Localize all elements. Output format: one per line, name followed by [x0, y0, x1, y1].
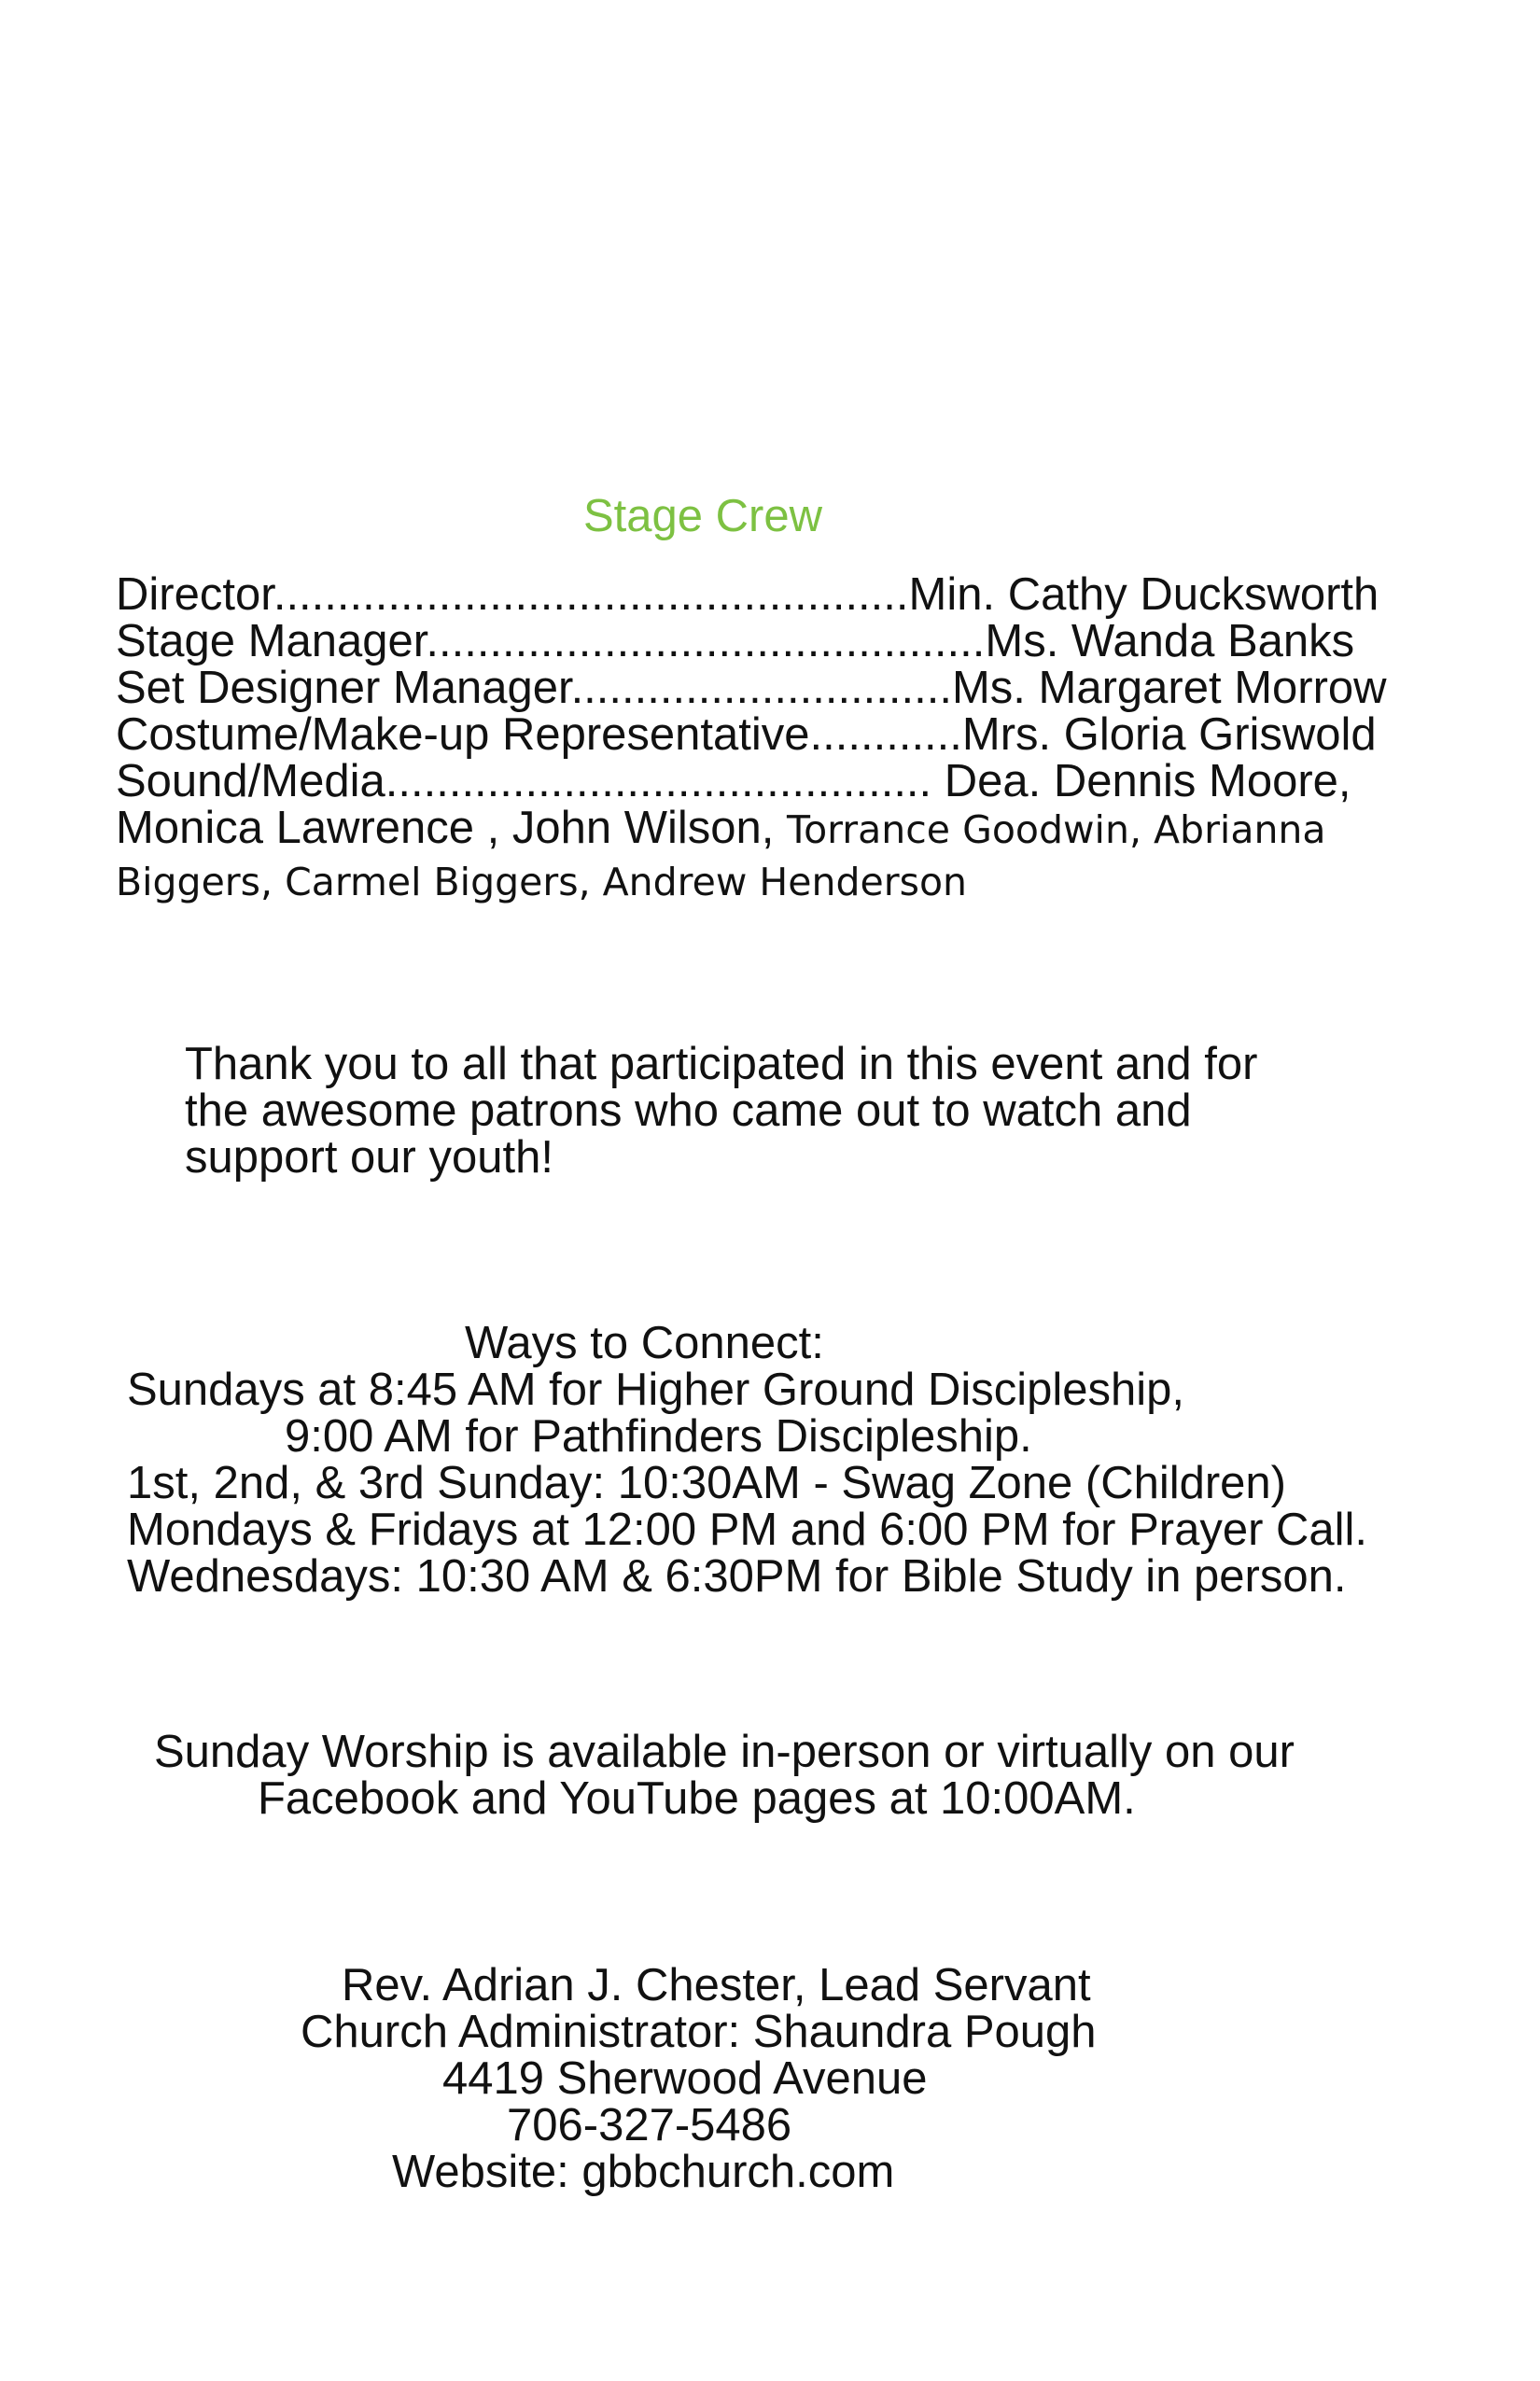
crew-row-stage-manager [116, 618, 1441, 665]
crew-name: Ms. Margaret Morrow [951, 663, 1387, 713]
crew-role: Set Designer Manager [116, 663, 571, 713]
leader-dots: ........................................... [385, 756, 932, 806]
crew-name: Ms. Wanda Banks [985, 616, 1355, 666]
leader-dots: .................................................. [273, 569, 909, 620]
address-line: 4419 Sherwood Avenue [442, 2053, 928, 2104]
crew-row-set-designer [116, 665, 1441, 711]
church-contact [0, 1962, 1540, 2195]
thanks-line: support our youth! [185, 1132, 553, 1183]
crew-name: Mrs. Gloria Griswold [961, 709, 1377, 760]
crew-row-costume [116, 711, 1441, 758]
website-line: Website: gbbchurch.com [392, 2147, 895, 2197]
names-part-b: Torrance Goodwin, Abrianna [787, 807, 1326, 852]
stage-crew-heading: Stage Crew [583, 491, 823, 541]
sound-media-names-line2: Biggers, Carmel Biggers, Andrew Henderson [116, 860, 968, 904]
worship-line: Sunday Worship is available in-person or virtually on our [154, 1727, 1295, 1777]
crew-name: Min. Cathy Ducksworth [908, 569, 1379, 620]
leader-dots: .............................. [570, 663, 952, 713]
sound-media-names-line1 [116, 805, 1441, 853]
crew-row-sound-media [116, 758, 1441, 805]
connect-heading: Ways to Connect: [465, 1318, 824, 1368]
connect-line: Mondays & Fridays at 12:00 PM and 6:00 PM for Prayer Call. [127, 1505, 1368, 1555]
pastor-line: Rev. Adrian J. Chester, Lead Servant [342, 1960, 1091, 2010]
phone-line: 706-327-5486 [507, 2100, 792, 2150]
sunday-worship-note [0, 1729, 1540, 1822]
administrator-line: Church Administrator: Shaundra Pough [301, 2007, 1097, 2057]
crew-role: Stage Manager [116, 616, 427, 666]
thanks-line: the awesome patrons who came out to watch and [185, 1085, 1192, 1136]
stage-crew-list [116, 571, 1441, 905]
leader-dots: ............................................ [426, 616, 986, 666]
leader-dots: ............ [809, 709, 962, 760]
worship-line: Facebook and YouTube pages at 10:00AM. [258, 1773, 1136, 1824]
crew-role: Costume/Make-up Representative [116, 709, 810, 760]
crew-row-director [116, 571, 1441, 618]
crew-role: Director [116, 569, 273, 620]
crew-name: Dea. Dennis Moore, [931, 756, 1351, 806]
thanks-line: Thank you to all that participated in this event and for [185, 1039, 1258, 1089]
crew-role: Sound/Media [116, 756, 385, 806]
connect-line: Sundays at 8:45 AM for Higher Ground Discipleship, [127, 1365, 1185, 1415]
connect-line: 9:00 AM for Pathfinders Discipleship. [285, 1411, 1032, 1462]
thank-you-note [185, 1041, 1398, 1181]
connect-line: 1st, 2nd, & 3rd Sunday: 10:30AM - Swag Zone (Children) [127, 1458, 1286, 1508]
connect-line: Wednesdays: 10:30 AM & 6:30PM for Bible Study in person. [127, 1551, 1347, 1602]
ways-to-connect [0, 1320, 1540, 1600]
names-part-a: Monica Lawrence , John Wilson, [116, 803, 787, 853]
